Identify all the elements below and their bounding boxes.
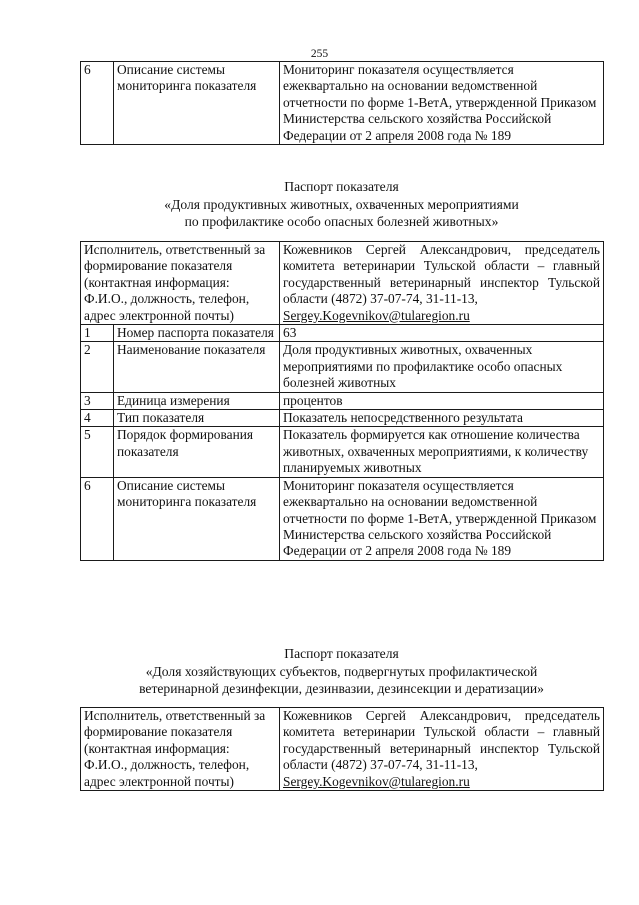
- table-row: [81, 427, 604, 477]
- executor-value-cell: [280, 242, 604, 325]
- row-value: Мониторинг показателя осуществляется ежеквартально на основании ведомственной отчетности по форме 1-ВетА, утвержденной Приказом Министерства сельского хозяйства Российской Федерации от 2 апреля 2008 года № 189: [280, 62, 604, 145]
- passport-table: [80, 707, 604, 791]
- row-value: процентов: [280, 392, 604, 409]
- row-value: Показатель непосредственного результата: [280, 410, 604, 427]
- passport-subtitle-line1: «Доля хозяйствующих субъектов, подвергнутых профилактической: [145, 663, 538, 679]
- table-row: [81, 342, 604, 392]
- row-value: Доля продуктивных животных, охваченных мероприятиями по профилактике особо опасных болезней животных: [280, 342, 604, 392]
- page-number: 255: [310, 48, 329, 60]
- table-row: [81, 62, 604, 145]
- row-number: 1: [81, 325, 114, 342]
- passport-title: Паспорт показателя: [284, 179, 399, 194]
- row-value: Показатель формируется как отношение количества животных, охваченных мероприятиями, к количеству планируемых животных: [280, 427, 604, 477]
- table-row: [81, 325, 604, 342]
- passport-subtitle-line2: ветеринарной дезинфекции, дезинвазии, дезинсекции и дератизации»: [139, 681, 544, 696]
- passport-subtitle-line2: по профилактике особо опасных болезней животных»: [184, 214, 499, 229]
- row-label: Номер паспорта показателя: [114, 325, 280, 342]
- row-number: 5: [81, 427, 114, 477]
- row-label: Описание системы мониторинга показателя: [114, 477, 280, 560]
- row-label: Описание системы мониторинга показателя: [114, 62, 280, 145]
- top-table: [80, 61, 604, 145]
- executor-value-cell: [280, 708, 604, 791]
- executor-email: Sergey.Kogevnikov@tularegion.ru: [283, 307, 470, 323]
- row-number: 3: [81, 392, 114, 409]
- row-number: 2: [81, 342, 114, 392]
- passport-title: Паспорт показателя: [284, 646, 399, 661]
- row-number: 6: [81, 477, 114, 560]
- table-row: [81, 410, 604, 427]
- executor-value: Кожевников Сергей Александрович, председатель комитета ветеринарии Тульской области – главный государственный ветеринарный инспектор Тульской области (4872) 37-07-74, 31-11-13,: [283, 242, 601, 307]
- row-label: Единица измерения: [114, 392, 280, 409]
- table-row: [81, 392, 604, 409]
- executor-label: Исполнитель, ответственный за формирование показателя (контактная информация: Ф.И.О., должность, телефон, адрес электронной почты): [81, 242, 280, 325]
- row-label: Порядок формирования показателя: [114, 427, 280, 477]
- row-label: Наименование показателя: [114, 342, 280, 392]
- executor-row: [81, 242, 604, 325]
- row-number: 4: [81, 410, 114, 427]
- row-number: 6: [81, 62, 114, 145]
- row-value: 63: [280, 325, 604, 342]
- executor-label: Исполнитель, ответственный за формирование показателя (контактная информация: Ф.И.О., должность, телефон, адрес электронной почты): [81, 708, 280, 791]
- passport-subtitle-line1: «Доля продуктивных животных, охваченных мероприятиями: [164, 196, 519, 212]
- row-value: Мониторинг показателя осуществляется ежеквартально на основании ведомственной отчетности по форме 1-ВетА, утвержденной Приказом Министерства сельского хозяйства Российской Федерации от 2 апреля 2008 года № 189: [280, 477, 604, 560]
- executor-value: Кожевников Сергей Александрович, председатель комитета ветеринарии Тульской области – главный государственный ветеринарный инспектор Тульской области (4872) 37-07-74, 31-11-13,: [283, 708, 601, 773]
- executor-row: [81, 708, 604, 791]
- table-row: [81, 477, 604, 560]
- passport-table: [80, 241, 604, 561]
- executor-email: Sergey.Kogevnikov@tularegion.ru: [283, 773, 470, 789]
- row-label: Тип показателя: [114, 410, 280, 427]
- passport-heading: [80, 178, 603, 231]
- passport-heading: [80, 645, 603, 698]
